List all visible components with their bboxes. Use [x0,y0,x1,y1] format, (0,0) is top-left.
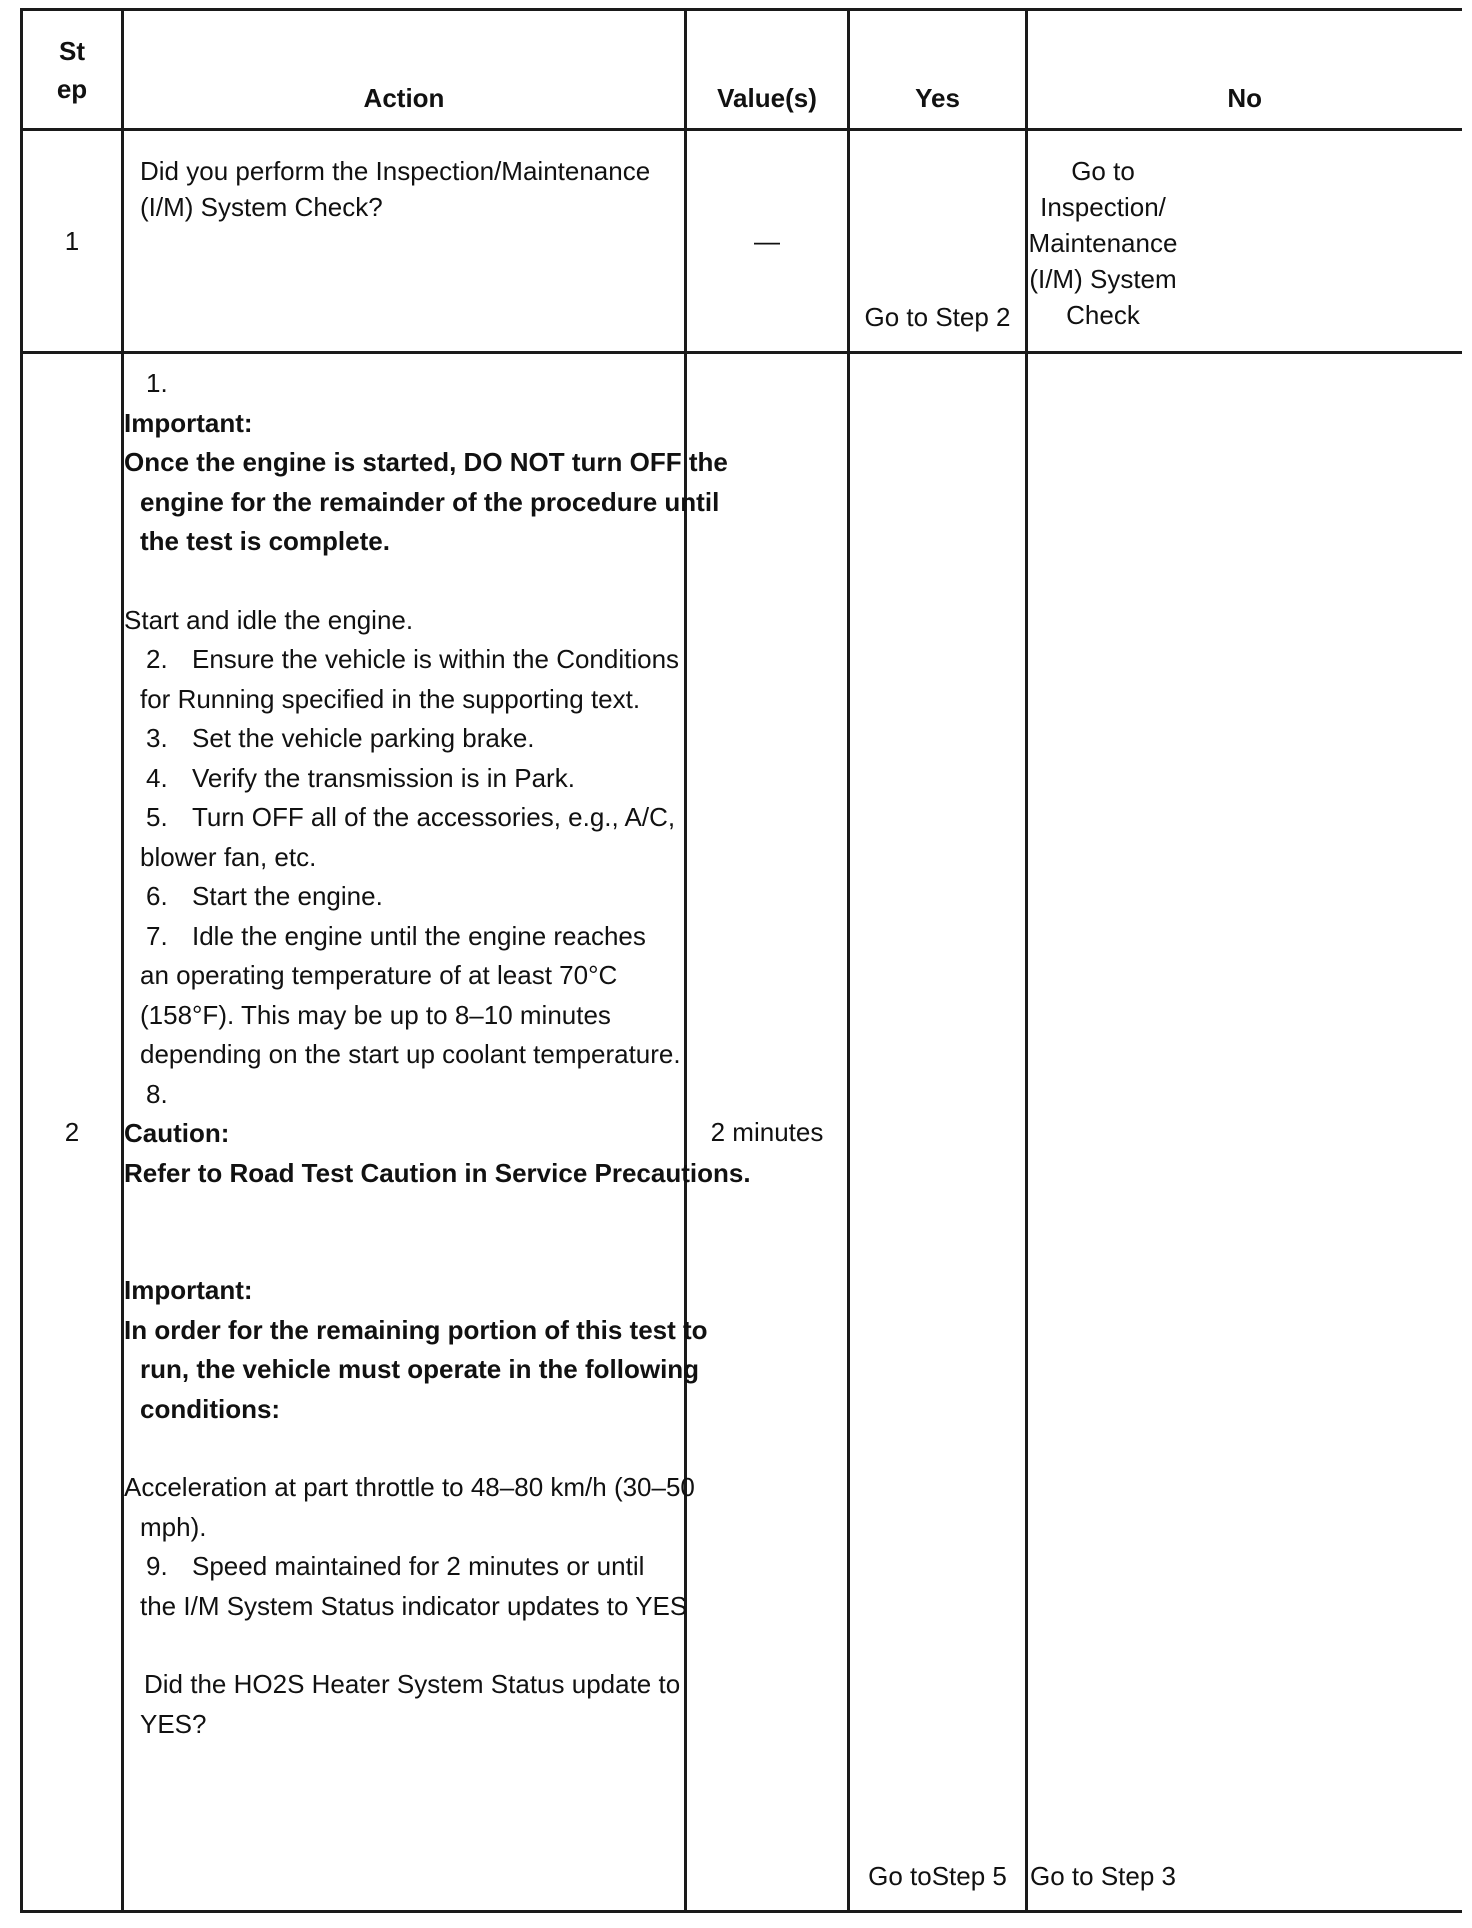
list-item-text: mph). [140,1511,207,1542]
caution-label: Caution: [124,1118,230,1148]
header-values: Value(s) [686,10,849,130]
question-text: Did the HO2S Heater System Status update to [144,1669,681,1699]
list-item-text: Verify the transmission is in Park. [192,762,575,793]
list-item-number: 6. [146,881,168,911]
procedure-table [20,8,1462,1913]
list-item-text: Idle the engine until the engine reaches [192,920,646,951]
list-item-text: for Running specified in the supporting text. [140,683,641,714]
no-go-to-text[interactable]: Go to Inspection/ Maintenance (I/M) System Check [1028,156,1178,330]
yes-go-to-link[interactable]: Go toStep 5 [849,353,1027,1912]
action-text [123,130,686,353]
list-item [124,759,678,799]
header-step-line1: St [59,35,85,66]
step-number: 2 [22,353,123,1912]
important-label: Important: [124,407,253,438]
list-item-number: 2. [146,644,168,674]
list-item-text: an operating temperature of at least 70°C [140,960,618,990]
list-item [124,798,678,838]
list-item-text: Turn OFF all of the accessories, e.g., A/C, [192,802,676,832]
list-item [124,640,678,680]
list-item-number: 1. [146,368,168,398]
header-yes: Yes [849,10,1027,130]
table-row [22,130,1462,353]
list-item-text: Start the engine. [192,881,383,911]
important-text: run, the vehicle must operate in the following [140,1354,700,1384]
list-item-text: Speed maintained for 2 minutes or until [192,1551,645,1581]
list-item-text: Set the vehicle parking brake. [192,723,535,753]
action-question: Did you perform the Inspection/Maintenance (I/M) System Check? [140,156,651,222]
important-text: conditions: [140,1393,281,1424]
list-item-text: blower fan, etc. [140,841,317,872]
list-item-number: 9. [146,1551,168,1581]
list-item-text: Start and idle the engine. [124,604,414,635]
important-text: Once the engine is started, DO NOT turn OFF the [124,447,728,477]
header-action: Action [123,10,686,130]
list-item-number: 4. [146,762,168,793]
no-go-to-link[interactable] [1027,353,1462,1912]
list-item-text: Ensure the vehicle is within the Conditions [192,644,680,674]
list-item-number: 7. [146,920,168,951]
yes-go-to-link[interactable]: Go to Step 2 [849,130,1027,353]
header-row [22,10,1462,130]
table-row [22,353,1462,1912]
list-item-number: 5. [146,802,168,832]
list-item [124,1547,678,1587]
action-steps [123,353,751,1912]
list-item-text: depending on the start up coolant temperature. [140,1039,681,1069]
list-item-text: (158°F). This may be up to 8–10 minutes [140,999,611,1030]
list-item-text: the I/M System Status indicator updates to YES [140,1590,688,1621]
important-text: the test is complete. [140,526,390,556]
list-item [124,719,678,759]
value-cell: 2 minutes [686,353,849,1912]
list-item-number: 3. [146,723,168,753]
header-step-line2: ep [56,73,88,104]
header-step [22,10,123,130]
no-go-to-text[interactable]: Go to Step 3 [1030,1861,1176,1891]
list-item-text: Acceleration at part throttle to 48–80 km/h (30–50 [124,1472,695,1502]
step-number: 1 [22,130,123,353]
list-item [124,877,678,917]
important-text: In order for the remaining portion of this test to [124,1314,708,1345]
no-go-to-link[interactable] [1027,130,1462,353]
question-text: YES? [140,1708,207,1739]
list-item [124,917,678,957]
important-text: engine for the remainder of the procedure until [140,486,720,517]
important-label: Important: [124,1275,253,1305]
header-no: No [1027,10,1462,130]
list-item-number: 8. [146,1078,168,1109]
value-cell: — [686,130,849,353]
caution-text: Refer to Road Test Caution in Service Precautions. [124,1157,751,1188]
